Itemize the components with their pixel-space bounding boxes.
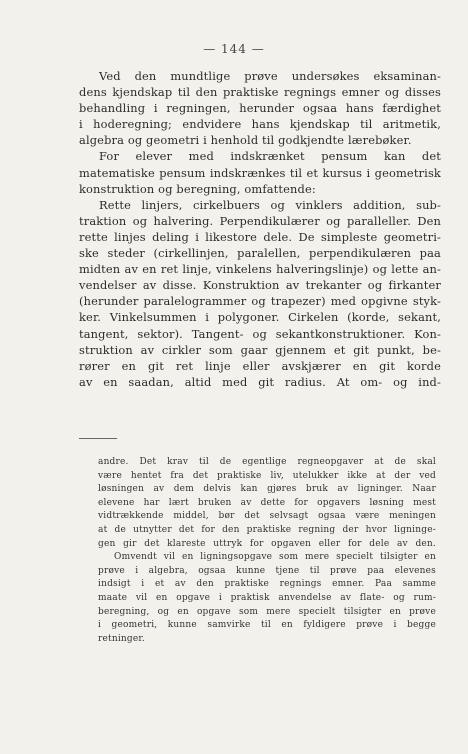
text-line: rette linjes deling i likestore dele. De simpleste geometri- [79,229,441,244]
footnote-line: løsningen av dem delvis kan gjøres bruk av ligninger. Naar [98,484,436,495]
footnote-line: maate vil en opgave i praktisk anvendelse av flate- og rum- [98,592,436,603]
text-line: For elever med indskrænket pensum kan det [99,149,441,164]
text-line: (herunder paralelogrammer og trapezer) med opgivne styk- [79,294,441,309]
footnote-line: vidtrækkende middel, bør det selvsagt ogsaa være meningen [98,511,436,522]
text-line: vendelser av disse. Konstruktion av trekanter og firkanter [79,278,441,293]
footnote-text [98,456,436,646]
footnote-line: at de utnytter det for den praktiske regning der hvor ligninge- [98,524,436,535]
text-line: dens kjendskap til den praktiske regnings emner og disses [79,85,441,100]
text-line: Rette linjers, cirkelbuers og vinklers addition, sub- [99,197,441,212]
footnote-line: elevene har lært bruken av dette for opgavers løsning mest [98,497,436,508]
footnote-rule [79,438,117,439]
text-line: tangent, sektor). Tangent- og sekantkonstruktioner. Kon- [79,326,441,341]
page-number: — 144 — [203,42,265,56]
text-line: struktion av cirkler som gaar gjennem et git punkt, be- [79,342,441,357]
main-text [79,68,441,390]
text-line: traktion og halvering. Perpendikulærer og paralleller. Den [79,213,441,228]
footnote-line: indsigt i et av den praktiske regnings emner. Paa samme [98,579,436,590]
footnote-line: gen gir det klareste uttryk for opgaven eller for dele av den. [98,538,436,549]
text-line: av en saadan, altid med git radius. At om- og ind- [79,374,441,389]
text-line: rører en git ret linje eller avskjærer en git korde [79,358,441,373]
footnote-line: Omvendt vil en ligningsopgave som mere specielt tilsigter en [114,552,436,563]
text-line: i hoderegning; endvidere hans kjendskap til aritmetik, [79,117,441,132]
footnote-line: beregning, og en opgave som mere specielt tilsigter en prøve [98,606,436,617]
text-line: ske steder (cirkellinjen, paralellen, perpendikulæren paa [79,246,441,261]
footnote-line: retninger. [98,633,145,644]
footnote-line: prøve i algebra, ogsaa kunne tjene til prøve paa elevenes [98,565,436,576]
text-line: behandling i regningen, herunder ogsaa hans færdighet [79,101,441,116]
footnote-line: andre. Det krav til de egentlige regneopgaver at de skal [98,457,436,467]
text-line: Ved den mundtlige prøve undersøkes eksaminan- [99,69,441,83]
text-line: ker. Vinkelsummen i polygoner. Cirkelen (korde, sekant, [79,310,441,325]
footnote-line: i geometri, kunne samvirke til en fyldigere prøve i begge [98,620,436,631]
text-line: midten av en ret linje, vinkelens halveringslinje) og lette an- [79,262,441,277]
text-line: konstruktion og beregning, omfattende: [79,181,316,196]
footnote-line: være hentet fra det praktiske liv, utelukker ikke at der ved [98,470,436,481]
text-line: algebra og geometri i henhold til godkjendte lærebøker. [79,133,412,148]
text-line: matematiske pensum indskrænkes til et kursus i geometrisk [79,165,441,180]
